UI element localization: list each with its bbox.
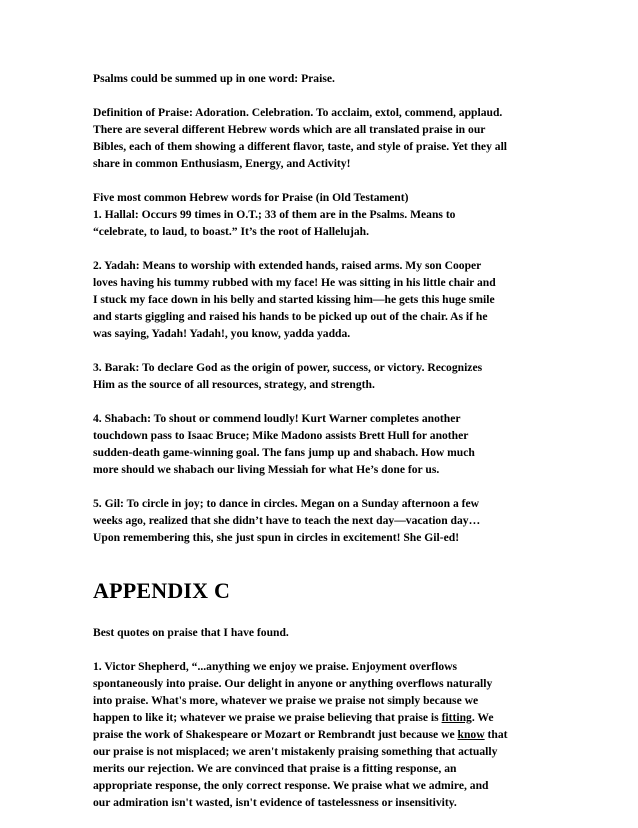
paragraph-gil (93, 495, 553, 546)
text-line: Definition of Praise: Adoration. Celebration. To acclaim, extol, commend, applaud. (93, 106, 503, 119)
text-line: share in common Enthusiasm, Energy, and Activity! (93, 157, 351, 170)
text-line: appropriate response, the only correct response. We praise what we admire, and (93, 779, 489, 792)
paragraph-barak (93, 359, 553, 393)
text-line: our admiration isn't wasted, isn't evidence of tastelessness or insensitivity. (93, 796, 457, 809)
text-line: Five most common Hebrew words for Praise (in Old Testament) (93, 191, 409, 204)
text-line: Psalms could be summed up in one word: Praise. (93, 72, 335, 85)
text-segment: . We (471, 711, 494, 724)
text-line: 1. Victor Shepherd, “...anything we enjoy we praise. Enjoyment overflows (93, 660, 458, 673)
text-line: our praise is not misplaced; we aren't mistakenly praising something that actually (93, 745, 498, 758)
text-line: Him as the source of all resources, strategy, and strength. (93, 378, 375, 391)
text-line: 4. Shabach: To shout or commend loudly! Kurt Warner completes another (93, 412, 461, 425)
text-line: into praise. What's more, whatever we praise we praise not simply because we (93, 694, 479, 707)
text-line: 5. Gil: To circle in joy; to dance in circles. Megan on a Sunday afternoon a few (93, 497, 480, 510)
text-line: was saying, Yadah! Yadah!, you know, yadda yadda. (93, 327, 351, 340)
text-line: 1. Hallal: Occurs 99 times in O.T.; 33 of them are in the Psalms. Means to (93, 208, 456, 221)
text-line: “celebrate, to laud, to boast.” It’s the root of Hallelujah. (93, 225, 369, 238)
text-segment: happen to like it; whatever we praise we praise believing that praise is (93, 711, 439, 724)
text-line: 2. Yadah: Means to worship with extended hands, raised arms. My son Cooper (93, 259, 482, 272)
text-segment: praise the work of Shakespeare or Mozart or Rembrandt just because we (93, 728, 455, 741)
text-line: loves having his tummy rubbed with my face! He was sitting in his little chair and (93, 276, 496, 289)
paragraph-quotes-intro (93, 624, 553, 641)
paragraph-intro (93, 70, 553, 87)
underlined-word-know: know (457, 728, 485, 741)
document-page (93, 70, 553, 828)
text-line: more should we shabach our living Messiah for what He’s done for us. (93, 463, 440, 476)
text-line: sudden-death game-winning goal. The fans jump up and shabach. How much (93, 446, 475, 459)
text-line (93, 709, 553, 726)
text-line: Bibles, each of them showing a different flavor, taste, and style of praise. Yet they all (93, 140, 508, 153)
appendix-heading: APPENDIX C (93, 578, 231, 603)
text-line: Best quotes on praise that I have found. (93, 626, 289, 639)
text-line: spontaneously into praise. Our delight in anyone or anything overflows naturally (93, 677, 493, 690)
paragraph-yadah (93, 257, 553, 342)
text-line: and starts giggling and raised his hands to be picked up out of the chair. As if he (93, 310, 488, 323)
text-line: weeks ago, realized that she didn’t have to teach the next day—vacation day… (93, 514, 481, 527)
text-line (93, 726, 553, 743)
paragraph-hallal (93, 189, 553, 240)
paragraph-shepherd-quote (93, 658, 553, 811)
text-line: 3. Barak: To declare God as the origin of power, success, or victory. Recognizes (93, 361, 483, 374)
text-line: There are several different Hebrew words which are all translated praise in our (93, 123, 486, 136)
paragraph-definition (93, 104, 553, 172)
underlined-word-fitting: fitting (441, 711, 472, 724)
text-line: Upon remembering this, she just spun in circles in excitement! She Gil-ed! (93, 531, 460, 544)
paragraph-shabach (93, 410, 553, 478)
text-line: merits our rejection. We are convinced that praise is a fitting response, an (93, 762, 457, 775)
text-line: I stuck my face down in his belly and started kissing him—he gets this huge smile (93, 293, 495, 306)
text-line: touchdown pass to Isaac Bruce; Mike Madono assists Brett Hull for another (93, 429, 469, 442)
text-segment: that (484, 728, 508, 741)
